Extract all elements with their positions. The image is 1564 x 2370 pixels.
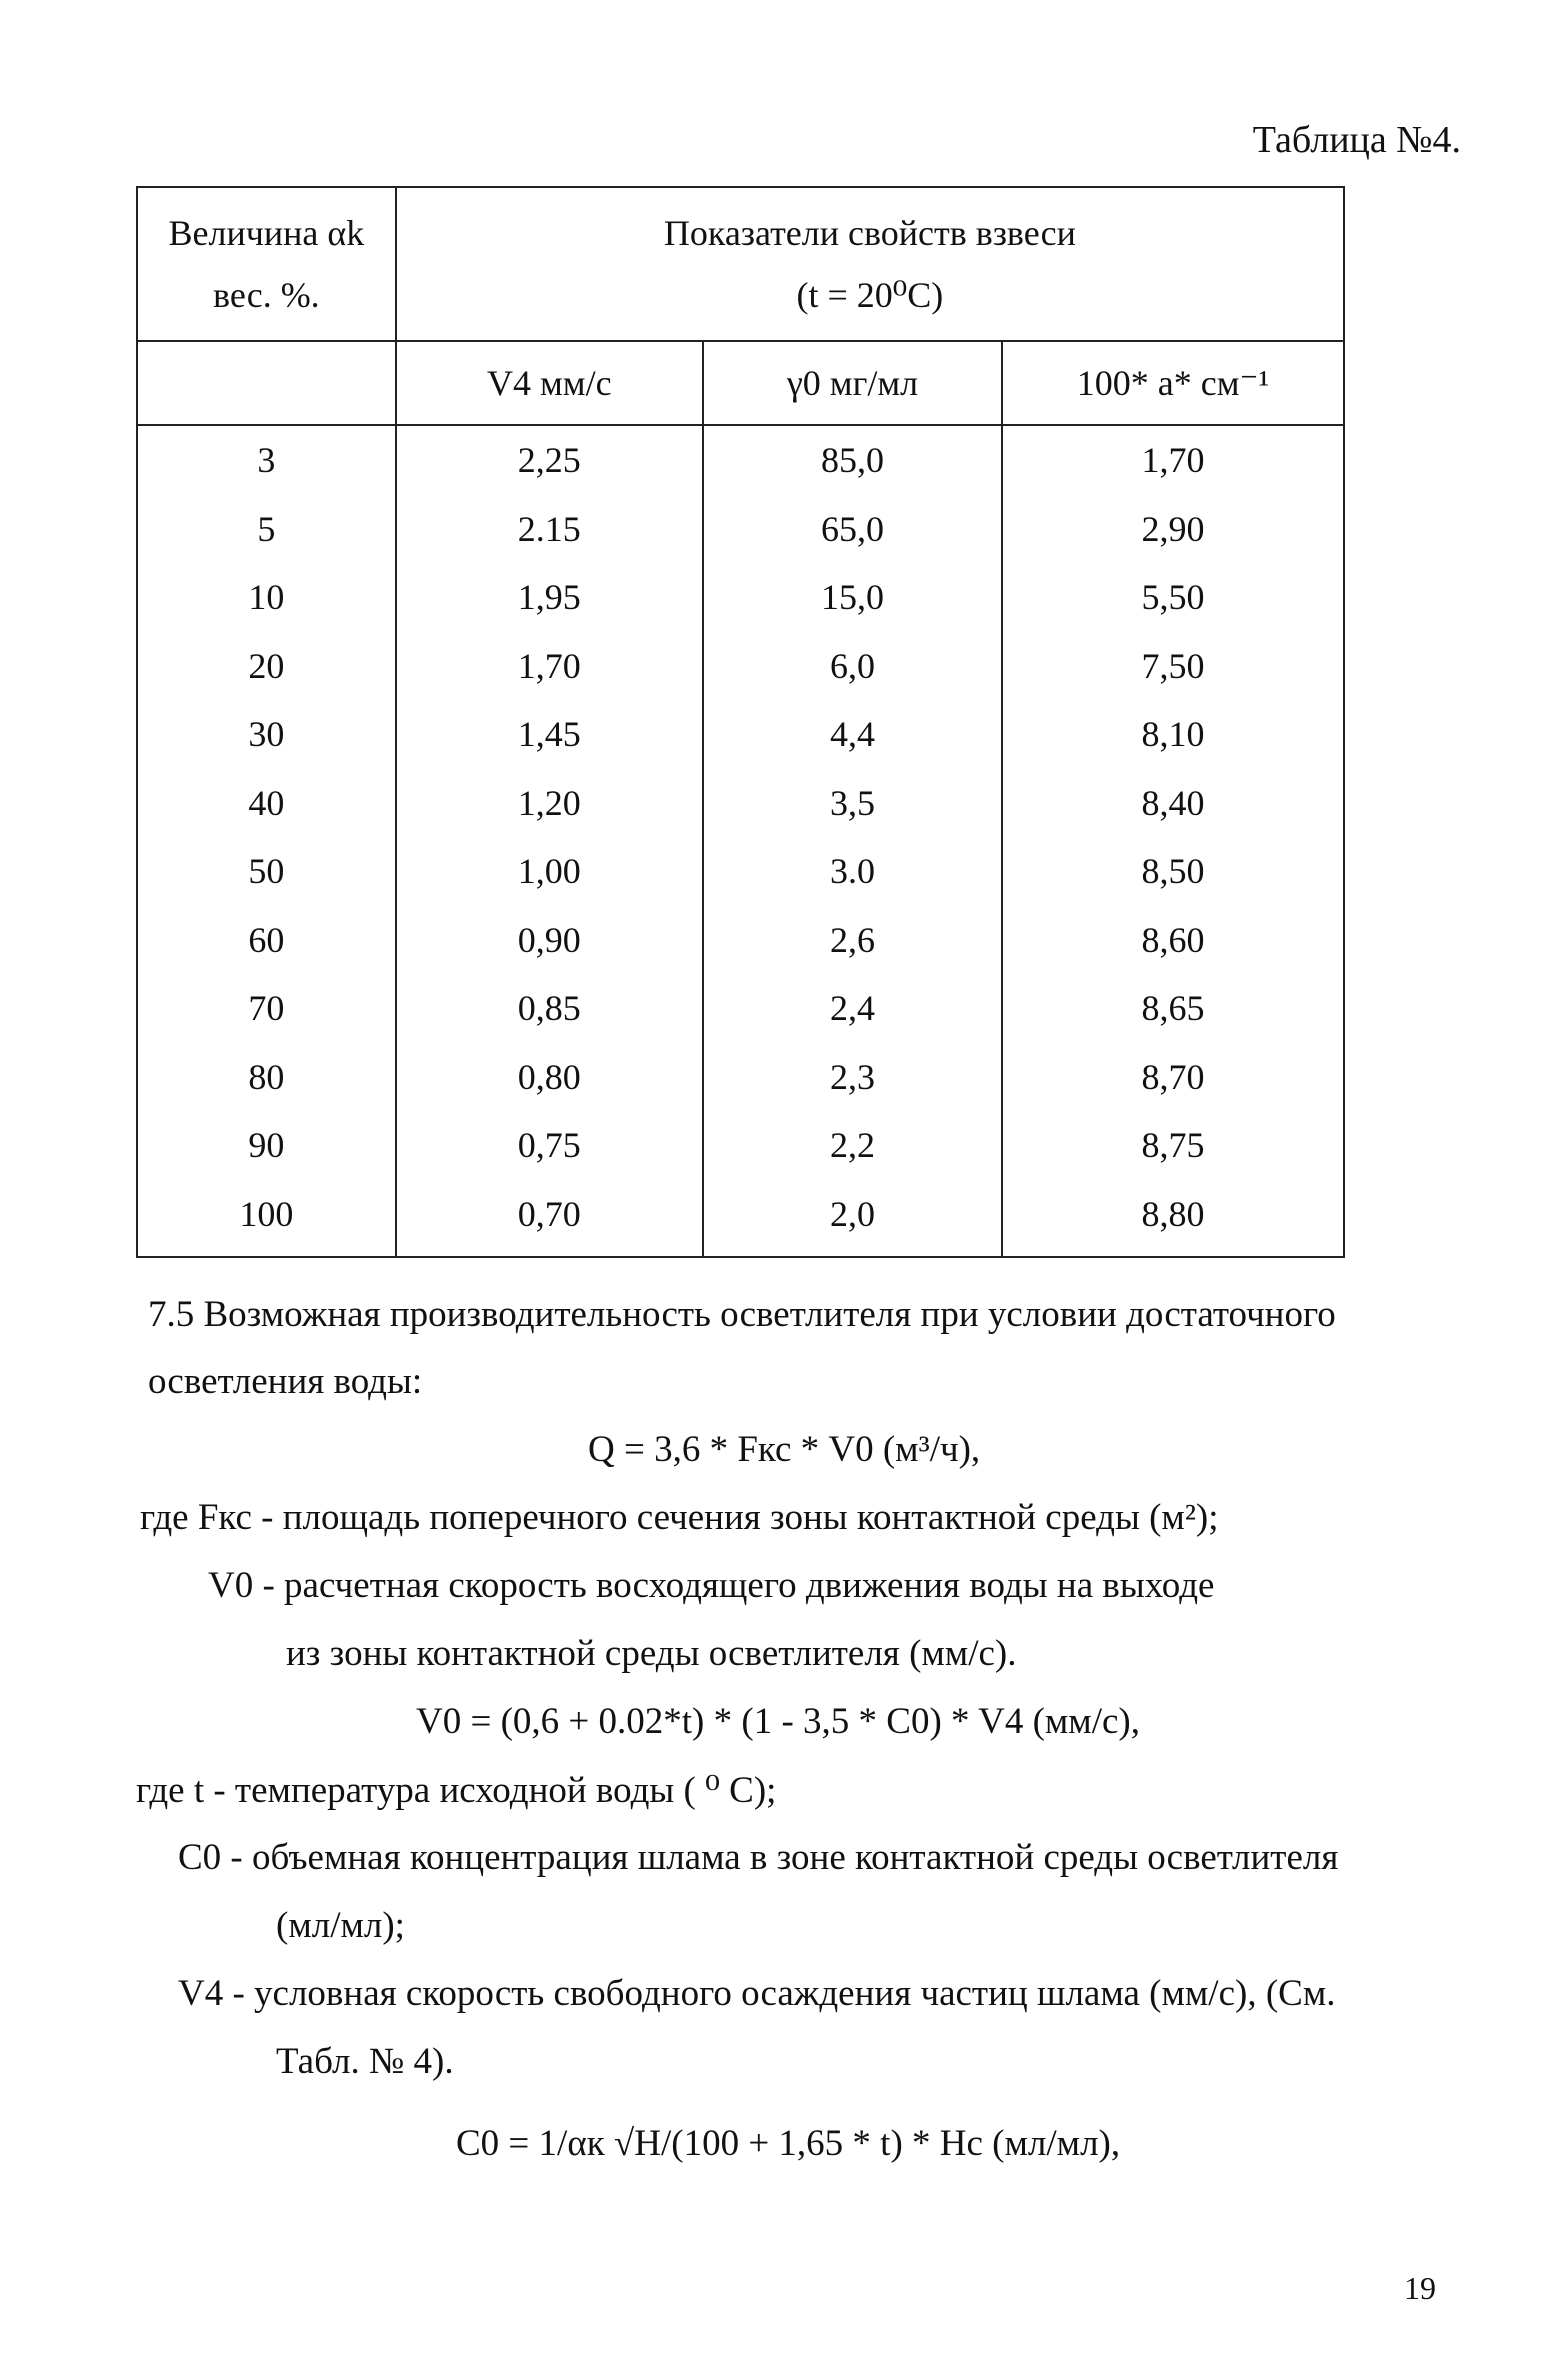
cell-alpha: 90 (137, 1111, 396, 1180)
cell-alpha: 50 (137, 837, 396, 906)
cell-a: 8,60 (1002, 906, 1344, 975)
where-f: где Fкс - площадь поперечного сечения зоны контактной среды (м²); (140, 1497, 1219, 1538)
table-row (137, 700, 1344, 769)
cell-a: 7,50 (1002, 632, 1344, 701)
cell-v4: 1,20 (396, 769, 703, 838)
cell-v4: 2.15 (396, 495, 703, 564)
cell-v4: 0,75 (396, 1111, 703, 1180)
cell-a: 5,50 (1002, 563, 1344, 632)
cell-a: 8,10 (1002, 700, 1344, 769)
where-v4-cont: Табл. № 4). (276, 2041, 454, 2082)
table-header-row-2 (137, 341, 1344, 425)
header-gamma: γ0 мг/мл (703, 341, 1002, 425)
page-number: 19 (1404, 2270, 1436, 2306)
table-caption: Таблица №4. (1252, 119, 1461, 161)
header-alpha-label: Величина αk (168, 213, 365, 253)
suspension-properties-table (136, 186, 1345, 1258)
where-c0-cont: (мл/мл); (276, 1905, 405, 1946)
cell-v4: 1,95 (396, 563, 703, 632)
cell-v4: 2,25 (396, 425, 703, 495)
table-row (137, 906, 1344, 975)
paragraph-7-5-cont: осветления воды: (148, 1361, 423, 1402)
cell-alpha: 5 (137, 495, 396, 564)
cell-v4: 0,85 (396, 974, 703, 1043)
cell-alpha: 80 (137, 1043, 396, 1112)
table-row (137, 1180, 1344, 1258)
table-row (137, 974, 1344, 1043)
cell-gamma: 2,2 (703, 1111, 1002, 1180)
header-v4: V4 мм/с (396, 341, 703, 425)
cell-gamma: 6,0 (703, 632, 1002, 701)
table-row (137, 563, 1344, 632)
formula-c0: C0 = 1/αк √H/(100 + 1,65 * t) * Hc (мл/мл), (456, 2123, 1121, 2164)
cell-v4: 1,00 (396, 837, 703, 906)
cell-a: 8,75 (1002, 1111, 1344, 1180)
where-v4: V4 - условная скорость свободного осаждения частиц шлама (мм/с), (См. (178, 1973, 1336, 2014)
cell-a: 8,70 (1002, 1043, 1344, 1112)
cell-gamma: 85,0 (703, 425, 1002, 495)
cell-v4: 0,80 (396, 1043, 703, 1112)
header-group-temp: (t = 20⁰C) (796, 275, 944, 315)
cell-a: 8,65 (1002, 974, 1344, 1043)
table-row (137, 425, 1344, 495)
table-row (137, 837, 1344, 906)
cell-v4: 0,90 (396, 906, 703, 975)
table-body (137, 425, 1344, 1257)
cell-alpha: 100 (137, 1180, 396, 1258)
where-v0: V0 - расчетная скорость восходящего движения воды на выходе (208, 1565, 1215, 1606)
cell-alpha: 3 (137, 425, 396, 495)
header-group-cell (396, 187, 1344, 341)
cell-a: 8,50 (1002, 837, 1344, 906)
header-alpha-unit: вес. %. (213, 275, 320, 315)
table-row (137, 1043, 1344, 1112)
cell-gamma: 2,4 (703, 974, 1002, 1043)
cell-a: 1,70 (1002, 425, 1344, 495)
table-row (137, 632, 1344, 701)
cell-alpha: 60 (137, 906, 396, 975)
paragraph-7-5: 7.5 Возможная производительность осветлителя при условии достаточного (148, 1294, 1336, 1335)
header-alpha-cell (137, 187, 396, 341)
where-t: где t - температура исходной воды ( ⁰ C); (136, 1770, 777, 1811)
cell-alpha: 70 (137, 974, 396, 1043)
formula-v0: V0 = (0,6 + 0.02*t) * (1 - 3,5 * C0) * V4 (мм/с), (416, 1701, 1140, 1742)
cell-a: 2,90 (1002, 495, 1344, 564)
cell-gamma: 65,0 (703, 495, 1002, 564)
cell-gamma: 2,0 (703, 1180, 1002, 1258)
cell-gamma: 4,4 (703, 700, 1002, 769)
header-group-title: Показатели свойств взвеси (663, 213, 1076, 253)
cell-a: 8,40 (1002, 769, 1344, 838)
where-c0: C0 - объемная концентрация шлама в зоне контактной среды осветлителя (178, 1837, 1339, 1878)
cell-alpha: 10 (137, 563, 396, 632)
cell-v4: 1,70 (396, 632, 703, 701)
cell-alpha: 30 (137, 700, 396, 769)
formula-q: Q = 3,6 * Fкс * V0 (м³/ч), (588, 1429, 981, 1470)
header-empty-cell (137, 341, 396, 425)
cell-gamma: 15,0 (703, 563, 1002, 632)
cell-v4: 0,70 (396, 1180, 703, 1258)
table-row (137, 1111, 1344, 1180)
cell-gamma: 3,5 (703, 769, 1002, 838)
where-v0-cont: из зоны контактной среды осветлителя (мм/с). (286, 1633, 1017, 1674)
header-a: 100* a* см⁻¹ (1002, 341, 1344, 425)
cell-gamma: 2,6 (703, 906, 1002, 975)
table-row (137, 769, 1344, 838)
cell-gamma: 3.0 (703, 837, 1002, 906)
cell-alpha: 40 (137, 769, 396, 838)
table-row (137, 495, 1344, 564)
cell-alpha: 20 (137, 632, 396, 701)
table-header-row-1 (137, 187, 1344, 341)
cell-v4: 1,45 (396, 700, 703, 769)
cell-gamma: 2,3 (703, 1043, 1002, 1112)
cell-a: 8,80 (1002, 1180, 1344, 1258)
